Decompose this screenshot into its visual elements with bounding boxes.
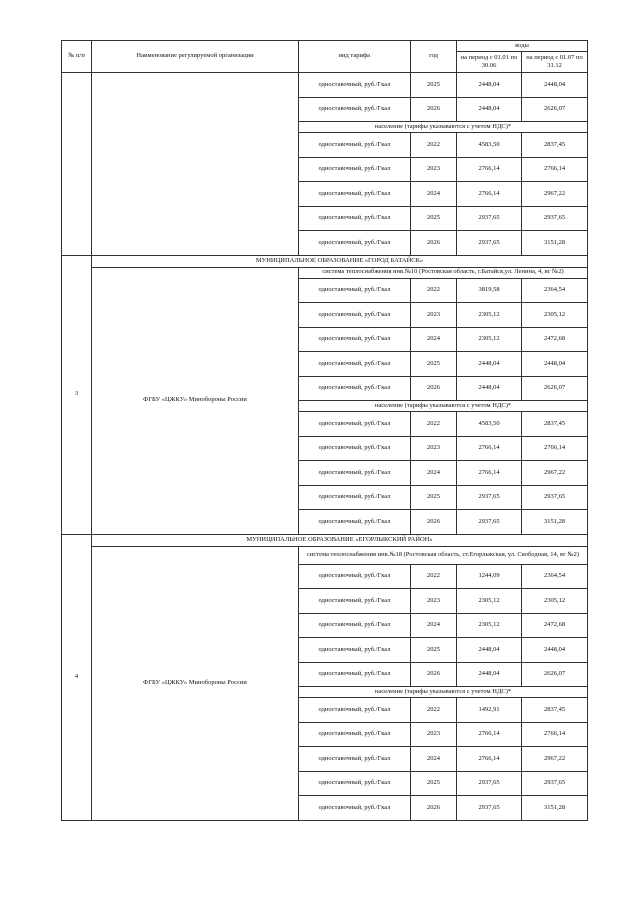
system-label: система теплоснабжения инв.№10 (Ростовская область, г.Батайск,ул. Ленина, 4, вг №2) — [299, 267, 588, 278]
tariff-type-cell: одноставочный, руб./Гкал — [299, 698, 411, 723]
year-cell: 2024 — [411, 182, 457, 207]
organization-name: ФГБУ «ЦЖКУ» Минобороны России — [92, 267, 299, 534]
tariff-type-cell: одноставочный, руб./Гкал — [299, 352, 411, 377]
period1-cell: 2937,65 — [457, 510, 522, 535]
year-cell: 2022 — [411, 698, 457, 723]
year-cell: 2026 — [411, 231, 457, 256]
period2-cell: 2967,22 — [522, 182, 588, 207]
period1-cell: 2766,14 — [457, 182, 522, 207]
tariff-type-cell: одноставочный, руб./Гкал — [299, 303, 411, 328]
tariff-type-cell: одноставочный, руб./Гкал — [299, 133, 411, 158]
period1-cell: 4583,50 — [457, 133, 522, 158]
year-cell: 2026 — [411, 796, 457, 821]
period2-cell: 2937,65 — [522, 771, 588, 796]
period1-cell: 2448,04 — [457, 97, 522, 122]
year-cell: 2025 — [411, 485, 457, 510]
period2-cell: 2766,14 — [522, 157, 588, 182]
section-number: 4 — [62, 534, 92, 820]
year-cell: 2022 — [411, 278, 457, 303]
tariff-type-cell: одноставочный, руб./Гкал — [299, 436, 411, 461]
year-cell: 2025 — [411, 73, 457, 98]
period2-cell: 2364,54 — [522, 564, 588, 589]
year-cell: 2024 — [411, 327, 457, 352]
tariff-type-cell: одноставочный, руб./Гкал — [299, 485, 411, 510]
tariff-type-cell: одноставочный, руб./Гкал — [299, 638, 411, 663]
period2-cell: 2448,04 — [522, 638, 588, 663]
period2-cell: 2305,12 — [522, 589, 588, 614]
period1-cell: 2448,04 — [457, 352, 522, 377]
tariff-type-cell: одноставочный, руб./Гкал — [299, 747, 411, 772]
year-cell: 2026 — [411, 376, 457, 401]
header-year: год — [411, 41, 457, 73]
year-cell: 2023 — [411, 722, 457, 747]
year-cell: 2025 — [411, 638, 457, 663]
tariff-type-cell: одноставочный, руб./Гкал — [299, 662, 411, 687]
tariff-type-cell: одноставочный, руб./Гкал — [299, 376, 411, 401]
population-label: население (тарифы указываются с учетом НДС)* — [299, 401, 588, 412]
tariff-type-cell: одноставочный, руб./Гкал — [299, 157, 411, 182]
period1-cell: 2766,14 — [457, 747, 522, 772]
tariff-type-cell: одноставочный, руб./Гкал — [299, 722, 411, 747]
year-cell: 2023 — [411, 589, 457, 614]
period2-cell: 2837,45 — [522, 133, 588, 158]
period2-cell: 2766,14 — [522, 722, 588, 747]
period2-cell: 2448,04 — [522, 352, 588, 377]
population-label: население (тарифы указываются с учетом НДС)* — [299, 122, 588, 133]
tariff-table — [61, 40, 588, 821]
period1-cell: 1492,91 — [457, 698, 522, 723]
section-title: МУНИЦИПАЛЬНОЕ ОБРАЗОВАНИЕ «ГОРОД БАТАЙСК» — [92, 255, 588, 267]
year-cell: 2022 — [411, 564, 457, 589]
period2-cell: 2626,07 — [522, 376, 588, 401]
period2-cell: 2837,45 — [522, 412, 588, 437]
period2-cell: 2837,45 — [522, 698, 588, 723]
year-cell: 2024 — [411, 613, 457, 638]
period1-cell: 2937,65 — [457, 231, 522, 256]
period1-cell: 2305,12 — [457, 303, 522, 328]
year-cell: 2025 — [411, 206, 457, 231]
year-cell: 2023 — [411, 303, 457, 328]
tariff-type-cell: одноставочный, руб./Гкал — [299, 97, 411, 122]
population-label: население (тарифы указываются с учетом НДС)* — [299, 687, 588, 698]
period1-cell: 2766,14 — [457, 157, 522, 182]
tariff-type-cell: одноставочный, руб./Гкал — [299, 771, 411, 796]
period2-cell: 2626,07 — [522, 662, 588, 687]
section-number: 3 — [62, 255, 92, 534]
period1-cell: 2448,04 — [457, 376, 522, 401]
period2-cell: 2766,14 — [522, 436, 588, 461]
period1-cell: 4583,50 — [457, 412, 522, 437]
period2-cell: 2626,07 — [522, 97, 588, 122]
year-cell: 2023 — [411, 157, 457, 182]
tariff-type-cell: одноставочный, руб./Гкал — [299, 327, 411, 352]
year-cell: 2024 — [411, 747, 457, 772]
header-num: № п/п — [62, 41, 92, 73]
header-water: воды — [457, 41, 588, 52]
period2-cell: 3151,28 — [522, 231, 588, 256]
header-org: Наименование регулируемой организации — [92, 41, 299, 73]
period1-cell: 2305,12 — [457, 589, 522, 614]
period2-cell: 2937,65 — [522, 206, 588, 231]
period2-cell: 2364,54 — [522, 278, 588, 303]
tariff-type-cell: одноставочный, руб./Гкал — [299, 206, 411, 231]
tariff-type-cell: одноставочный, руб./Гкал — [299, 182, 411, 207]
period2-cell: 3151,28 — [522, 796, 588, 821]
year-cell: 2026 — [411, 97, 457, 122]
system-label: система теплоснабжения инв.№18 (Ростовская область, ст.Егорлыкская, ул. Свободная, 14, вг №2) — [299, 546, 588, 564]
year-cell: 2023 — [411, 436, 457, 461]
year-cell: 2022 — [411, 412, 457, 437]
year-cell: 2025 — [411, 771, 457, 796]
year-cell: 2024 — [411, 461, 457, 486]
period1-cell: 2448,04 — [457, 638, 522, 663]
period1-cell: 1244,09 — [457, 564, 522, 589]
period2-cell: 2937,65 — [522, 485, 588, 510]
tariff-type-cell: одноставочный, руб./Гкал — [299, 73, 411, 98]
period1-cell: 2937,65 — [457, 485, 522, 510]
period2-cell: 2967,22 — [522, 461, 588, 486]
period1-cell: 2305,12 — [457, 613, 522, 638]
period2-cell: 2305,12 — [522, 303, 588, 328]
year-cell: 2025 — [411, 352, 457, 377]
period1-cell: 2448,04 — [457, 662, 522, 687]
period2-cell: 2448,04 — [522, 73, 588, 98]
period1-cell: 2937,65 — [457, 796, 522, 821]
period1-cell: 2448,04 — [457, 73, 522, 98]
tariff-type-cell: одноставочный, руб./Гкал — [299, 461, 411, 486]
tariff-type-cell: одноставочный, руб./Гкал — [299, 589, 411, 614]
period1-cell: 2937,65 — [457, 206, 522, 231]
period2-cell: 2967,22 — [522, 747, 588, 772]
tariff-type-cell: одноставочный, руб./Гкал — [299, 796, 411, 821]
section-title: МУНИЦИПАЛЬНОЕ ОБРАЗОВАНИЕ «ЕГОРЛЫКСКИЙ РАЙОН» — [92, 534, 588, 546]
tariff-type-cell: одноставочный, руб./Гкал — [299, 412, 411, 437]
period1-cell: 2766,14 — [457, 722, 522, 747]
num-cell-continued — [62, 73, 92, 256]
tariff-type-cell: одноставочный, руб./Гкал — [299, 278, 411, 303]
period1-cell: 2937,65 — [457, 771, 522, 796]
year-cell: 2026 — [411, 510, 457, 535]
header-tariff-type: вид тарифа — [299, 41, 411, 73]
period1-cell: 2305,12 — [457, 327, 522, 352]
year-cell: 2026 — [411, 662, 457, 687]
year-cell: 2022 — [411, 133, 457, 158]
period1-cell: 2766,14 — [457, 461, 522, 486]
header-period-2: на период с 01.07 по 31.12 — [522, 52, 588, 73]
tariff-type-cell: одноставочный, руб./Гкал — [299, 510, 411, 535]
period1-cell: 3819,58 — [457, 278, 522, 303]
tariff-type-cell: одноставочный, руб./Гкал — [299, 613, 411, 638]
org-cell-continued — [92, 73, 299, 256]
tariff-type-cell: одноставочный, руб./Гкал — [299, 564, 411, 589]
header-period-1: на период с 01.01 по 30.06 — [457, 52, 522, 73]
period2-cell: 3151,28 — [522, 510, 588, 535]
tariff-type-cell: одноставочный, руб./Гкал — [299, 231, 411, 256]
organization-name: ФГБУ «ЦЖКУ» Минобороны России — [92, 546, 299, 820]
period1-cell: 2766,14 — [457, 436, 522, 461]
period2-cell: 2472,68 — [522, 613, 588, 638]
period2-cell: 2472,68 — [522, 327, 588, 352]
